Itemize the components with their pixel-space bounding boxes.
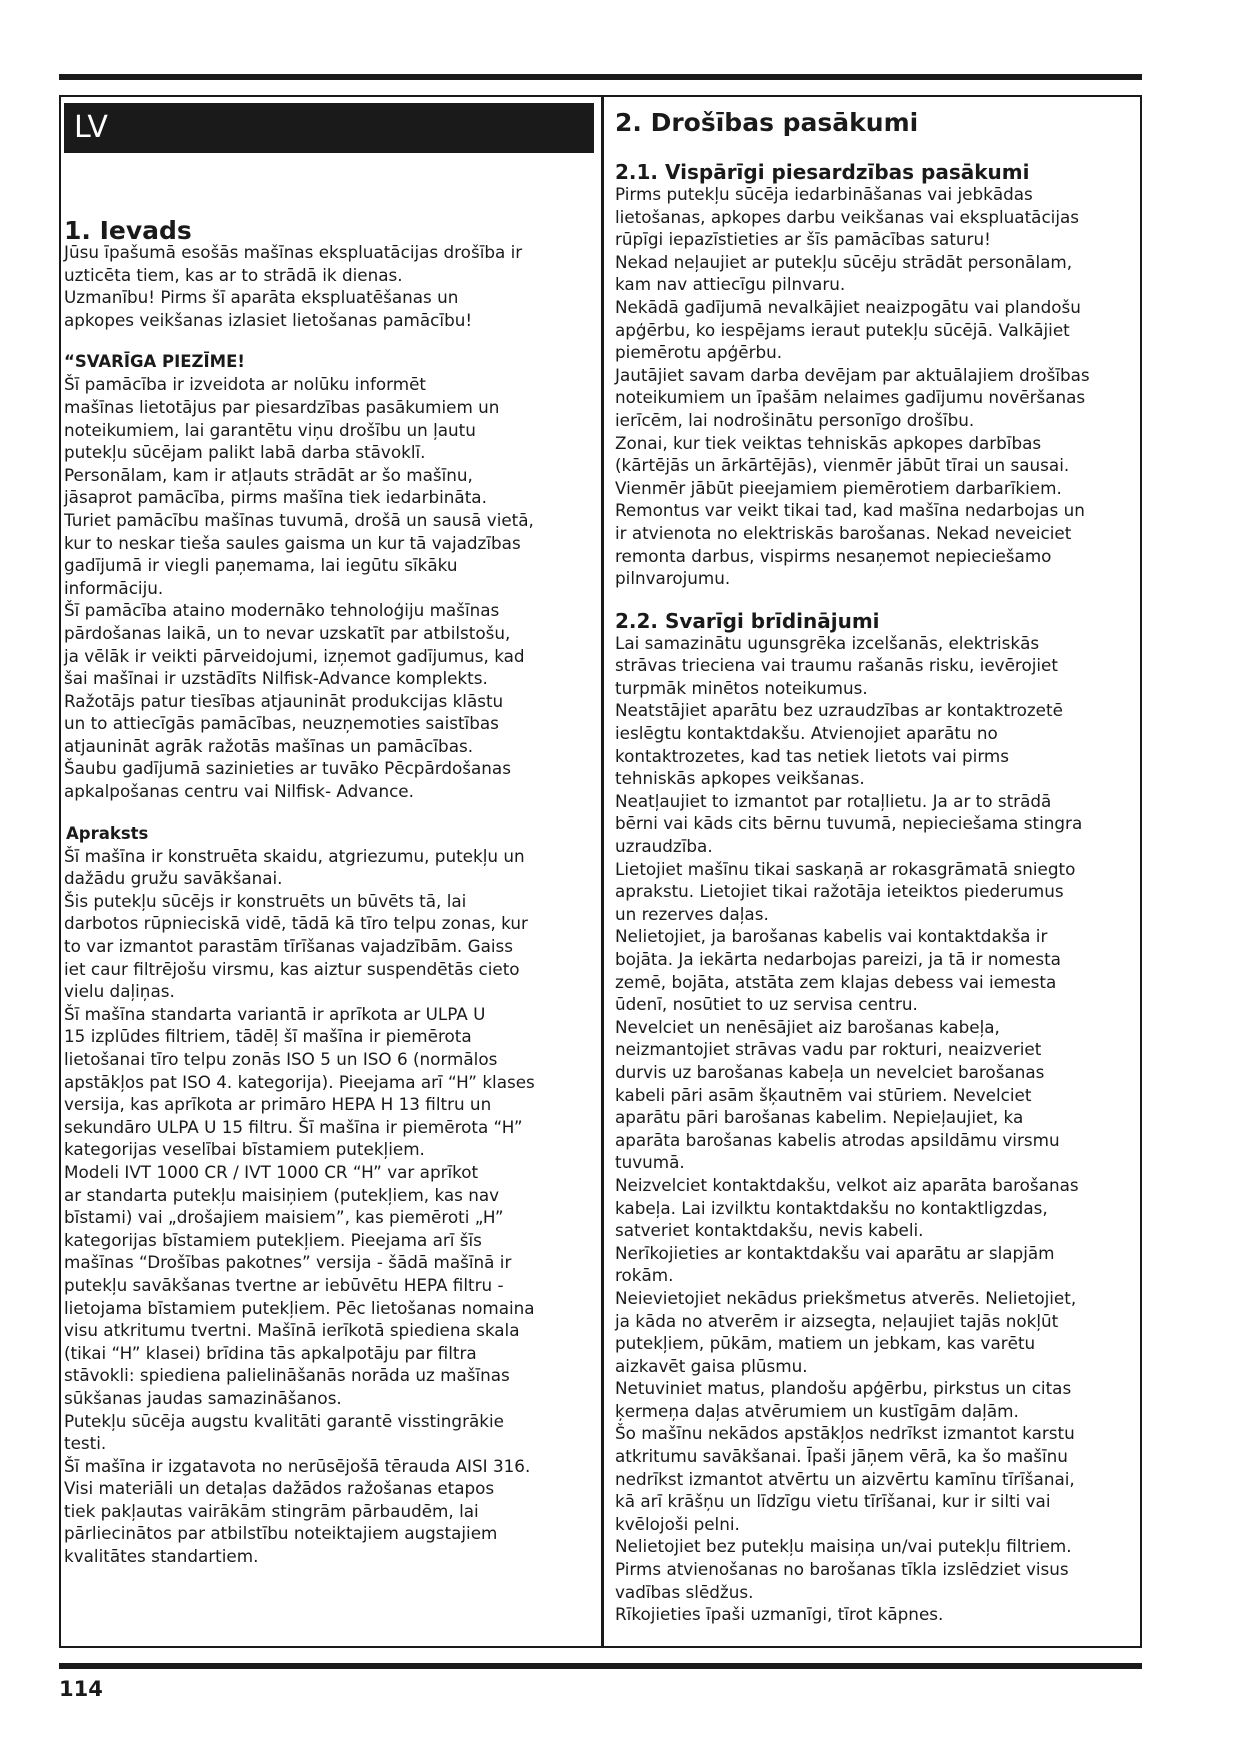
important-warnings-heading: 2.2. Svarīgi brīdinājumi [615,608,880,633]
intro-text: Jūsu īpašumā esošās mašīnas ekspluatācijas drošība ir uzticēta tiem, kas ar to strādā ik dienas. Uzmanību! Pirms šī aparāta ekspluatēšanas un apkopes veikšanas izlasiet lietošanas pamācību! [64,242,523,330]
column-divider [601,95,604,1648]
page-number: 114 [59,1677,103,1701]
intro-heading: 1. Ievads [64,216,192,245]
important-warnings-text: Lai samazinātu ugunsgrēka izcelšanās, elektriskās strāvas trieciena vai traumu rašanās risku, ievērojiet turpmāk minētos noteikumus. Neatstājiet aparātu bez uzraudzības ar kontaktrozetē ieslēgtu kontaktdakšu. Atvienojiet aparātu no kontaktrozetes, kad tas netiek lietots vai pirms tehniskās apkopes veikšanas. Neatļaujiet to izmantot par rotaļlietu. Ja ar to strādā bērni vai kāds cits bērnu tuvumā, nepieciešama stingra uzraudzība. Lietojiet mašīnu tikai saskaņā ar rokasgrāmatā sniegto aprakstu. Lietojiet tikai ražotāja ieteiktos piederumus un rezerves daļas. Nelietojiet, ja barošanas kabelis vai kontaktdakša ir bojāta. Ja iekārta nedarbojas pareizi, ja tā ir nomesta zemē, bojāta, atstāta zem klajas debess vai iemesta ūdenī, nosūtiet to uz servisa centru. Nevelciet un nenēsājiet aiz barošanas kabeļa, neizmantojiet strāvas vadu par rokturi, neaizveriet durvis uz barošanas kabeļa un nevelciet barošanas kabeli pāri asām šķautnēm vai stūriem. Nevelciet aparātu pāri barošanas kabelim. Nepieļaujiet, ka aparāta barošanas kabelis atrodas apsildāmu virsmu tuvumā. Neizvelciet kontaktdakšu, velkot aiz aparāta barošanas kabeļa. Lai izvilktu kontaktdakšu no kontaktligzdas, satveriet kontaktdakšu, nevis kabeli. Nerīkojieties ar kontaktdakšu vai aparātu ar slapjām rokām. Neievietojiet nekādus priekšmetus atverēs. Nelietojiet, ja kāda no atverēm ir aizsegta, neļaujiet tajās nokļūt putekļiem, pūkām, matiem un jebkam, kas varētu aizkavēt gaisa plūsmu. Netuviniet matus, plandošu apģērbu, pirkstus un citas ķermeņa daļas atvērumiem un kustīgām daļām. Šo mašīnu nekādos apstākļos nedrīkst izmantot karstu atkritumu savākšanai. Īpaši jāņem vērā, ka šo mašīnu nedrīkst izmantot atvērtu un aizvērtu kamīnu tīrīšanai, kā arī krāšņu un līdzīgu vietu tīrīšanai, kur ir silti vai kvēlojoši pelni. Nelietojiet bez putekļu maisiņa un/vai putekļu filtriem. Pirms atvienošanas no barošanas tīkla izslēdziet visus vadības slēdžus. Rīkojieties īpaši uzmanīgi, tīrot kāpnes. [615,632,1083,1625]
top-rule [59,74,1142,80]
general-precautions-heading: 2.1. Vispārīgi piesardzības pasākumi [615,160,1030,184]
description-heading: Apraksts [66,823,149,843]
safety-heading: 2. Drošības pasākumi [615,108,919,137]
left-column [64,103,594,1568]
important-note-text: Šī pamācība ir izveidota ar nolūku informēt mašīnas lietotājus par piesardzības pasākumiem un noteikumiem, lai garantētu viņu drošību un ļautu putekļu sūcējam palikt labā darba stāvoklī. Personālam, kam ir atļauts strādāt ar šo mašīnu, jāsaprot pamācība, pirms mašīna tiek iedarbināta. Turiet pamācību mašīnas tuvumā, drošā un sausā vietā, kur to neskar tieša saules gaisma un kur tā vajadzības gadījumā ir viegli paņemama, lai iegūtu sīkāku informāciju. Šī pamācība ataino modernāko tehnoloģiju mašīnas pārdošanas laikā, un to nevar uzskatīt par atbilstošu, ja vēlāk ir veikti pārveidojumi, izņemot gadījumus, kad šai mašīnai ir uzstādīts Nilfisk-Advance komplekts. Ražotājs patur tiesības atjaunināt produkcijas klāstu un to attiecīgās pamācības, neuzņemoties saistības atjaunināt agrāk ražotās mašīnas un pamācības. Šaubu gadījumā sazinieties ar tuvāko Pēcpārdošanas apkalpošanas centru vai Nilfisk- Advance. [64,374,534,802]
language-badge: LV [64,103,594,153]
bottom-rule [59,1663,1142,1669]
description-text: Šī mašīna ir konstruēta skaidu, atgriezumu, putekļu un dažādu gružu savākšanai. Šis putekļu sūcējs ir konstruēts un būvēts tā, lai darbotos rūpnieciskā vidē, tādā kā tīro telpu zonas, kur to var izmantot parastām tīrīšanas vajadzībām. Gaiss iet caur filtrējošu virsmu, kas aiztur suspendētās cieto vielu daļiņas. Šī mašīna standarta variantā ir aprīkota ar ULPA U 15 izplūdes filtriem, tādēļ šī mašīna ir piemērota lietošanai tīro telpu zonās ISO 5 un ISO 6 (normālos apstākļos pat ISO 4. kategorija). Pieejama arī “H” klases versija, kas aprīkota ar primāro HEPA H 13 filtru un sekundāro ULPA U 15 filtru. Šī mašīna ir piemērota “H” kategorijas veselībai bīstamiem putekļiem. Modeli IVT 1000 CR / IVT 1000 CR “H” var aprīkot ar standarta putekļu maisiņiem (putekļiem, kas nav bīstami) vai „drošajiem maisiem”, kas piemēroti „H” kategorijas bīstamiem putekļiem. Pieejama arī šīs mašīnas “Drošības pakotnes” versija - šādā mašīnā ir putekļu savākšanas tvertne ar iebūvētu HEPA filtru - lietojama bīstamiem putekļiem. Pēc lietošanas nomaina visu atkritumu tvertni. Mašīnā ierīkotā spiediena skala (tikai “H” klasei) brīdina tās apkalpotāju par filtra stāvokli: spiediena palielināšanās norāda uz mašīnas sūkšanas jaudas samazināšanos. Putekļu sūcēja augstu kvalitāti garantē visstingrākie testi. Šī mašīna ir izgatavota no nerūsējošā tērauda AISI 316. Visi materiāli un detaļas dažādos ražošanas etapos tiek pakļautas vairākām stingrām pārbaudēm, lai pārliecinātos par atbilstību noteiktajiem augstajiem kvalitātes standartiem. [64,845,535,1567]
right-column [615,103,1133,1626]
important-note-heading: “SVARĪGA PIEZĪME! [64,352,245,372]
general-precautions-text: Pirms putekļu sūcēja iedarbināšanas vai jebkādas lietošanas, apkopes darbu veikšanas vai ekspluatācijas rūpīgi iepazīstieties ar šīs pamācības saturu! Nekad neļaujiet ar putekļu sūcēju strādāt personālam, kam nav attiecīgu pilnvaru. Nekādā gadījumā nevalkājiet neaizpogātu vai plandošu apģērbu, ko iespējams ieraut putekļu sūcējā. Valkājiet piemērotu apģērbu. Jautājiet savam darba devējam par aktuālajiem drošības noteikumiem un īpašām nelaimes gadījumu novēršanas ierīcēm, lai nodrošinātu personīgo drošību. Zonai, kur tiek veiktas tehniskās apkopes darbības (kārtējās un ārkārtējās), vienmēr jābūt tīrai un sausai. Vienmēr jābūt pieejamiem piemērotiem darbarīkiem. Remontus var veikt tikai tad, kad mašīna nedarbojas un ir atvienota no elektriskās barošanas. Nekad neveiciet remonta darbus, vispirms nesaņemot nepieciešamo pilnvarojumu. [615,184,1090,589]
